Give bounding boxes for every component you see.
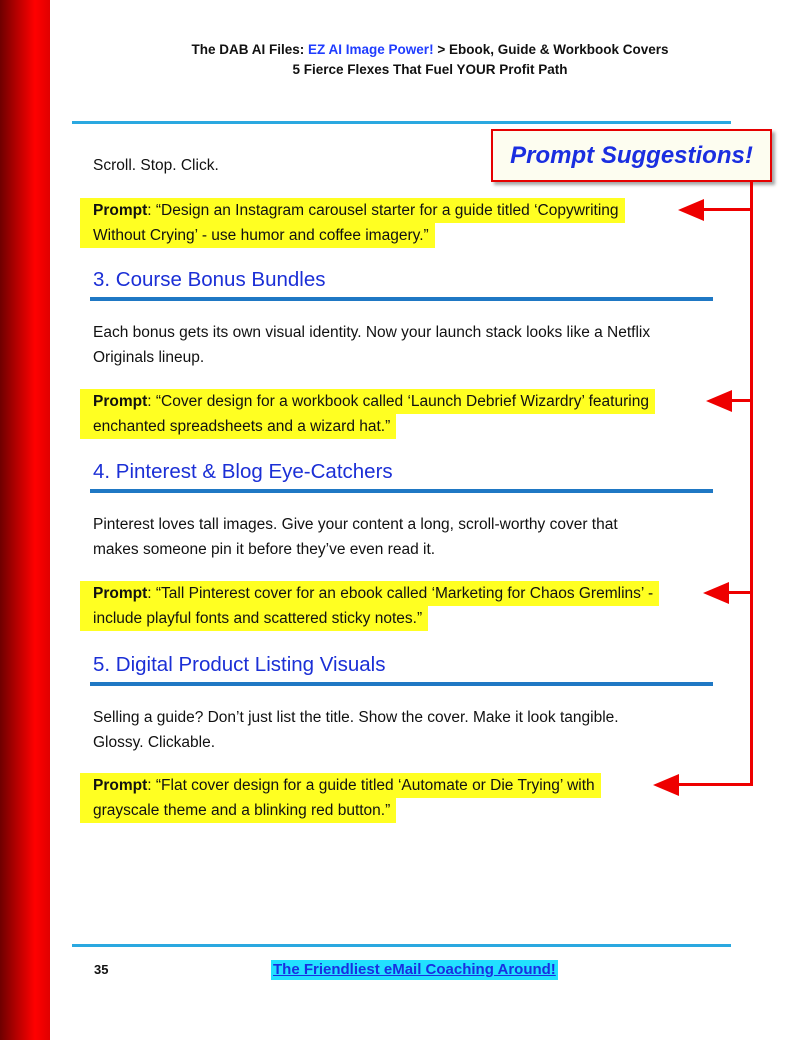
section-heading-5: 5. Digital Product Listing Visuals	[93, 653, 386, 676]
arrowhead-icon	[678, 199, 704, 221]
prompt-line: grayscale theme and a blinking red button.”	[80, 798, 396, 823]
section-body-4: Pinterest loves tall images. Give your content a long, scroll-worthy cover that makes someone pin it before they’ve even read it.	[93, 516, 618, 558]
arrowhead-icon	[706, 390, 732, 412]
prompt-line: include playful fonts and scattered sticky notes.”	[80, 606, 428, 631]
section-divider	[90, 682, 713, 686]
section-body-5: Selling a guide? Don’t just list the title. Show the cover. Make it look tangible. Glossy. Clickable.	[93, 709, 619, 751]
header-highlight: EZ AI Image Power!	[308, 42, 434, 57]
page-header	[60, 40, 800, 80]
footer-divider	[72, 944, 731, 947]
prompt-block-3	[80, 581, 659, 631]
prompt-line: enchanted spreadsheets and a wizard hat.”	[80, 414, 396, 439]
connector-branch-3	[725, 591, 753, 594]
section-divider	[90, 489, 713, 493]
connector-branch-1	[700, 208, 753, 211]
intro-text: Scroll. Stop. Click.	[93, 157, 219, 174]
prompt-block-4	[80, 773, 601, 823]
prompt-line: Prompt: “Cover design for a workbook called ‘Launch Debrief Wizardry’ featuring	[80, 389, 655, 414]
section-body-3: Each bonus gets its own visual identity. Now your launch stack looks like a Netflix Originals lineup.	[93, 324, 651, 366]
page-number: 35	[94, 962, 109, 977]
footer-coaching-link[interactable]: The Friendliest eMail Coaching Around!	[273, 961, 556, 978]
section-divider	[90, 297, 713, 301]
left-red-bar	[0, 0, 50, 1040]
connector-vertical-line	[750, 182, 753, 785]
prompt-block-2	[80, 389, 655, 439]
prompt-line: Prompt: “Tall Pinterest cover for an ebook called ‘Marketing for Chaos Gremlins’ -	[80, 581, 659, 606]
header-line-2: 5 Fierce Flexes That Fuel YOUR Profit Path	[292, 62, 568, 77]
arrowhead-icon	[653, 774, 679, 796]
header-divider	[72, 121, 731, 124]
section-heading-3: 3. Course Bonus Bundles	[93, 268, 326, 291]
prompt-line: Prompt: “Design an Instagram carousel starter for a guide titled ‘Copywriting	[80, 198, 625, 223]
header-line-1: The DAB AI Files: EZ AI Image Power! > Ebook, Guide & Workbook Covers	[191, 42, 669, 57]
connector-branch-4	[675, 783, 753, 786]
prompt-block-1	[80, 198, 625, 248]
arrowhead-icon	[703, 582, 729, 604]
prompt-line: Without Crying’ - use humor and coffee imagery.”	[80, 223, 435, 248]
prompt-line: Prompt: “Flat cover design for a guide titled ‘Automate or Die Trying’ with	[80, 773, 601, 798]
prompt-suggestions-callout: Prompt Suggestions!	[491, 129, 772, 182]
section-heading-4: 4. Pinterest & Blog Eye-Catchers	[93, 460, 393, 483]
